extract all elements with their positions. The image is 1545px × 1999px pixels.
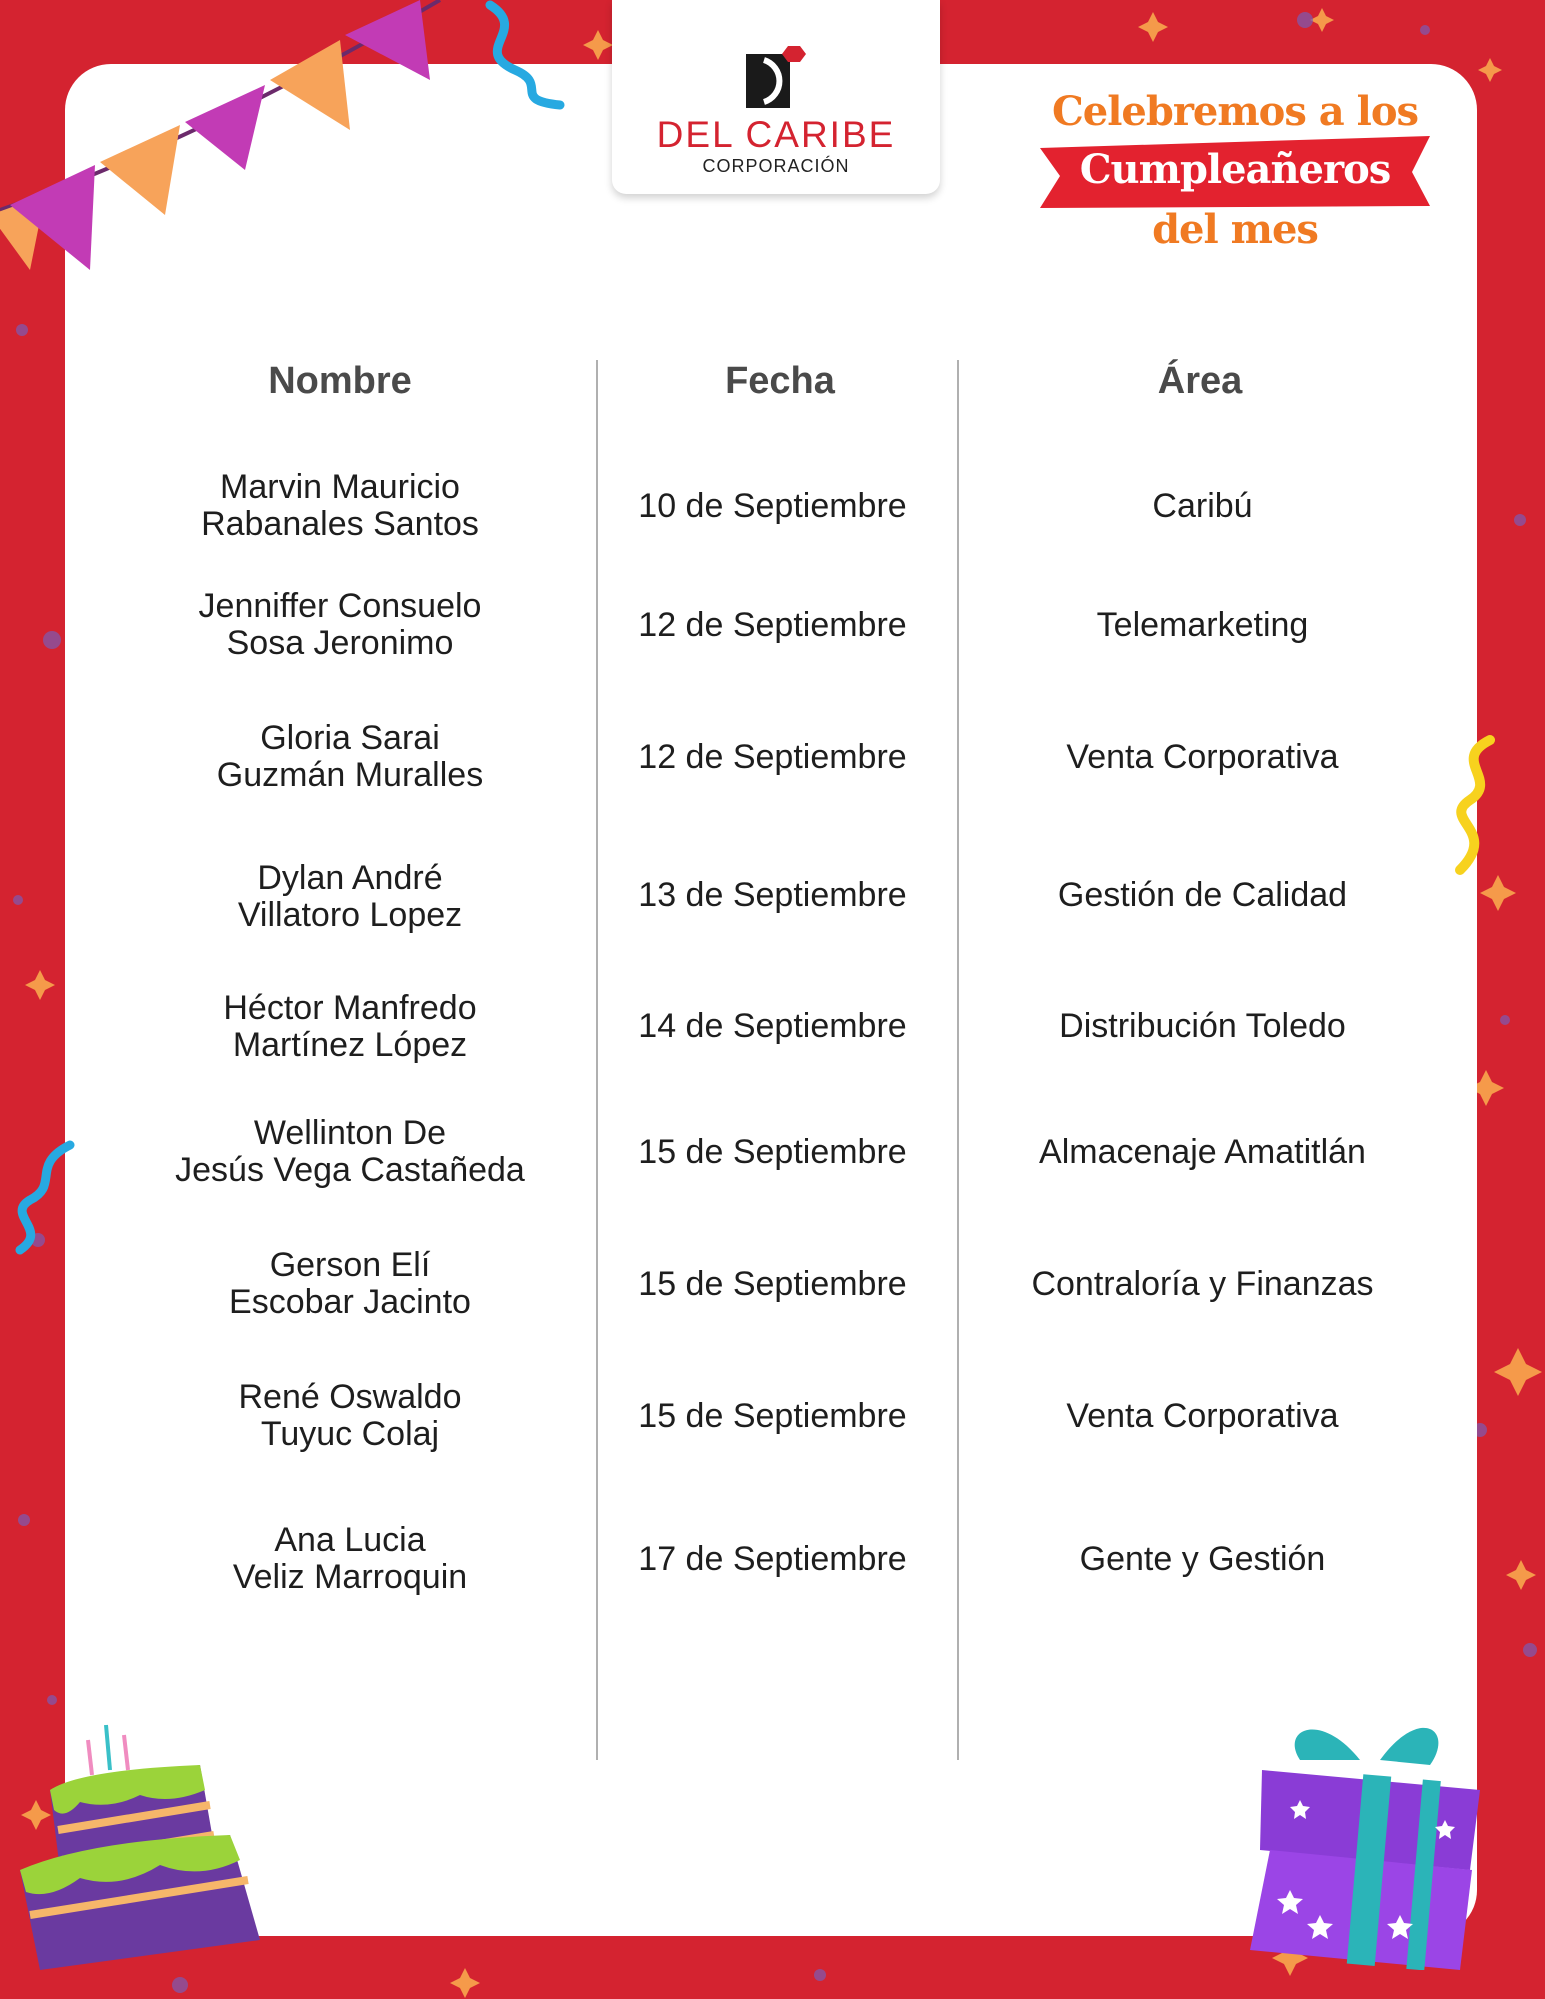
name-line-2: Jesús Vega Castañeda: [175, 1151, 525, 1189]
area-cell: Gente y Gestión: [1079, 1540, 1326, 1578]
date-cell: 15 de Septiembre: [638, 1265, 907, 1303]
area-cell: Venta Corporativa: [1066, 738, 1339, 776]
column-header-nombre: Nombre: [268, 360, 412, 402]
streamer-yellow-icon: [1430, 730, 1520, 880]
gift-box-icon: [1240, 1700, 1520, 1970]
column-header-fecha: Fecha: [725, 360, 835, 402]
column-header-area: Área: [1157, 360, 1243, 402]
name-line-1: Gloria Sarai: [260, 719, 440, 757]
name-line-1: Wellinton De: [253, 1114, 447, 1152]
name-line-2: Sosa Jeronimo: [226, 624, 454, 662]
date-cell: 15 de Septiembre: [638, 1397, 907, 1435]
date-cell: 12 de Septiembre: [638, 606, 907, 644]
page-title: [1030, 86, 1440, 256]
column-divider-1: [596, 360, 598, 1760]
name-cell: [140, 469, 540, 543]
area-cell: Contraloría y Finanzas: [1031, 1265, 1374, 1303]
title-line-2: Cumpleañeros: [1079, 146, 1391, 193]
area-cell: Gestión de Calidad: [1057, 876, 1348, 914]
date-cell: 17 de Septiembre: [638, 1540, 907, 1578]
date-cell: 10 de Septiembre: [638, 487, 907, 525]
date-cell: 15 de Septiembre: [638, 1133, 907, 1171]
name-line-2: Veliz Marroquin: [232, 1558, 468, 1596]
title-line-1: Celebremos a los: [1051, 88, 1419, 135]
name-line-1: Marvin Mauricio: [220, 468, 460, 506]
date-cell: 12 de Septiembre: [638, 738, 907, 776]
name-line-2: Martínez López: [232, 1026, 468, 1064]
streamer-blue-icon: [470, 0, 580, 120]
name-cell: [140, 1247, 560, 1321]
name-line-2: Escobar Jacinto: [229, 1283, 471, 1321]
area-cell: Venta Corporativa: [1066, 1397, 1339, 1435]
name-cell: [140, 720, 560, 794]
area-cell: Telemarketing: [1096, 606, 1309, 644]
date-cell: 14 de Septiembre: [638, 1007, 907, 1045]
name-line-2: Guzmán Muralles: [216, 756, 484, 794]
name-cell: [140, 1379, 560, 1453]
name-line-1: René Oswaldo: [238, 1378, 462, 1416]
name-cell: [140, 990, 560, 1064]
name-line-1: Dylan André: [257, 859, 443, 897]
brand-subtitle: CORPORACIÓN: [702, 156, 850, 176]
name-cell: [140, 588, 540, 662]
logo-mark-icon: [744, 46, 814, 116]
company-logo: [612, 0, 940, 194]
name-cell: [140, 1522, 560, 1596]
name-cell: [140, 860, 560, 934]
name-line-2: Rabanales Santos: [201, 505, 479, 543]
date-cell: 13 de Septiembre: [638, 876, 907, 914]
name-line-1: Gerson Elí: [269, 1246, 431, 1284]
area-cell: Distribución Toledo: [1059, 1007, 1346, 1045]
name-line-1: Jenniffer Consuelo: [198, 587, 482, 625]
column-divider-2: [957, 360, 959, 1760]
area-cell: Caribú: [1152, 487, 1253, 525]
name-cell: [140, 1115, 560, 1189]
title-line-3: del mes: [1152, 206, 1318, 253]
area-cell: Almacenaje Amatitlán: [1039, 1133, 1366, 1171]
bunting-icon: [0, 0, 460, 290]
name-line-2: Villatoro Lopez: [237, 896, 463, 934]
streamer-blue-left-icon: [0, 1135, 90, 1255]
name-line-1: Héctor Manfredo: [223, 989, 477, 1027]
birthday-cake-icon: [20, 1710, 260, 1970]
name-line-2: Tuyuc Colaj: [260, 1415, 440, 1453]
brand-name: DEL CARIBE: [656, 114, 896, 155]
name-line-1: Ana Lucia: [274, 1521, 426, 1559]
